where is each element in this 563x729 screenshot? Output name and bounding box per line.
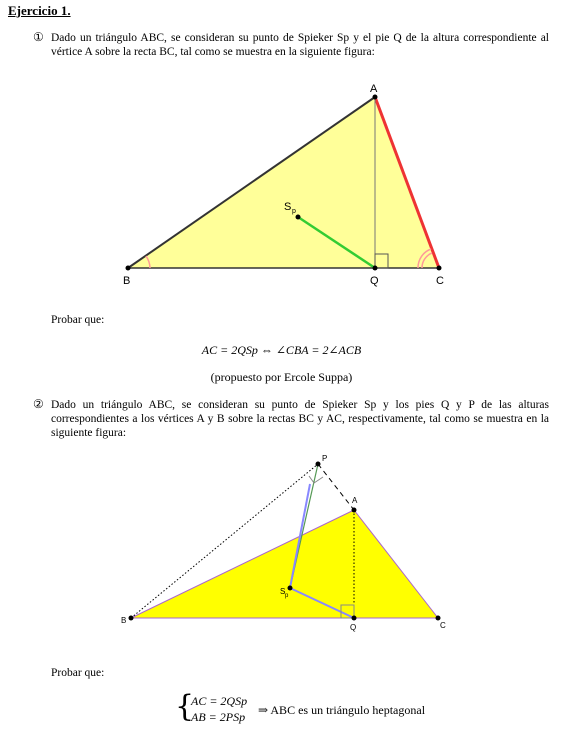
label-s-sub-2: p bbox=[285, 593, 289, 599]
label-s-2: S bbox=[280, 587, 286, 596]
exercise-1-statement: Dado un triángulo ABC, se consideran su punto de Spieker Sp y el pie Q de la altura correspondiente al vértice A sobre la recta BC, tal como se muestra en la siguiente figura: bbox=[51, 32, 549, 58]
triangle-abc-fill-2 bbox=[131, 510, 438, 618]
label-a: A bbox=[370, 83, 378, 95]
point-q bbox=[373, 266, 378, 271]
triangle-abc-fill bbox=[128, 97, 439, 268]
point-b bbox=[126, 266, 131, 271]
right-angle-mark-p bbox=[309, 476, 323, 483]
exercise-2-number: ② bbox=[33, 397, 44, 411]
line-p-a bbox=[318, 464, 354, 510]
exercise-1-number: ① bbox=[33, 30, 44, 44]
label-s-sub: p bbox=[292, 208, 296, 215]
point-sp bbox=[296, 215, 301, 220]
point-c-2 bbox=[436, 616, 441, 621]
label-q: Q bbox=[370, 275, 379, 287]
exercise-2-formula-result: ⇒ ABC es un triángulo heptagonal bbox=[258, 703, 426, 717]
exercise-2-formula-line2: AB = 2PSp bbox=[191, 710, 246, 724]
label-s: S bbox=[284, 201, 292, 213]
point-q-2 bbox=[352, 616, 357, 621]
label-q-2: Q bbox=[350, 623, 357, 632]
label-b: B bbox=[123, 275, 131, 287]
point-sp-2 bbox=[288, 586, 293, 591]
label-c-2: C bbox=[440, 621, 446, 630]
exercise-2-statement: Dado un triángulo ABC, se consideran su punto de Spieker Sp y los pies Q y P de las alturas correspondientes a los vértices A y B sobre la rectas BC y AC, respectivamente, tal como se muestra en la siguiente figura: bbox=[51, 399, 549, 439]
point-p-2 bbox=[316, 462, 321, 467]
exercise-1-prove-label: Probar que: bbox=[51, 314, 105, 326]
exercise-2-formula-line1: AC = 2QSp bbox=[191, 694, 248, 708]
label-c: C bbox=[436, 275, 444, 287]
brace: { bbox=[175, 689, 195, 724]
point-c bbox=[437, 266, 442, 271]
exercise-title: Ejercicio 1. bbox=[8, 3, 71, 18]
point-a bbox=[373, 95, 378, 100]
label-b-2: B bbox=[121, 616, 127, 625]
point-b-2 bbox=[129, 616, 134, 621]
label-a-2: A bbox=[352, 496, 358, 505]
exercise-1-credit: (propuesto por Ercole Suppa) bbox=[210, 370, 353, 384]
point-a-2 bbox=[352, 508, 357, 513]
exercise-1-formula: AC = 2QSp ⇔ ∠CBA = 2∠ACB bbox=[201, 343, 362, 357]
label-p-2: P bbox=[322, 454, 328, 463]
exercise-2-prove-label: Probar que: bbox=[51, 667, 105, 679]
